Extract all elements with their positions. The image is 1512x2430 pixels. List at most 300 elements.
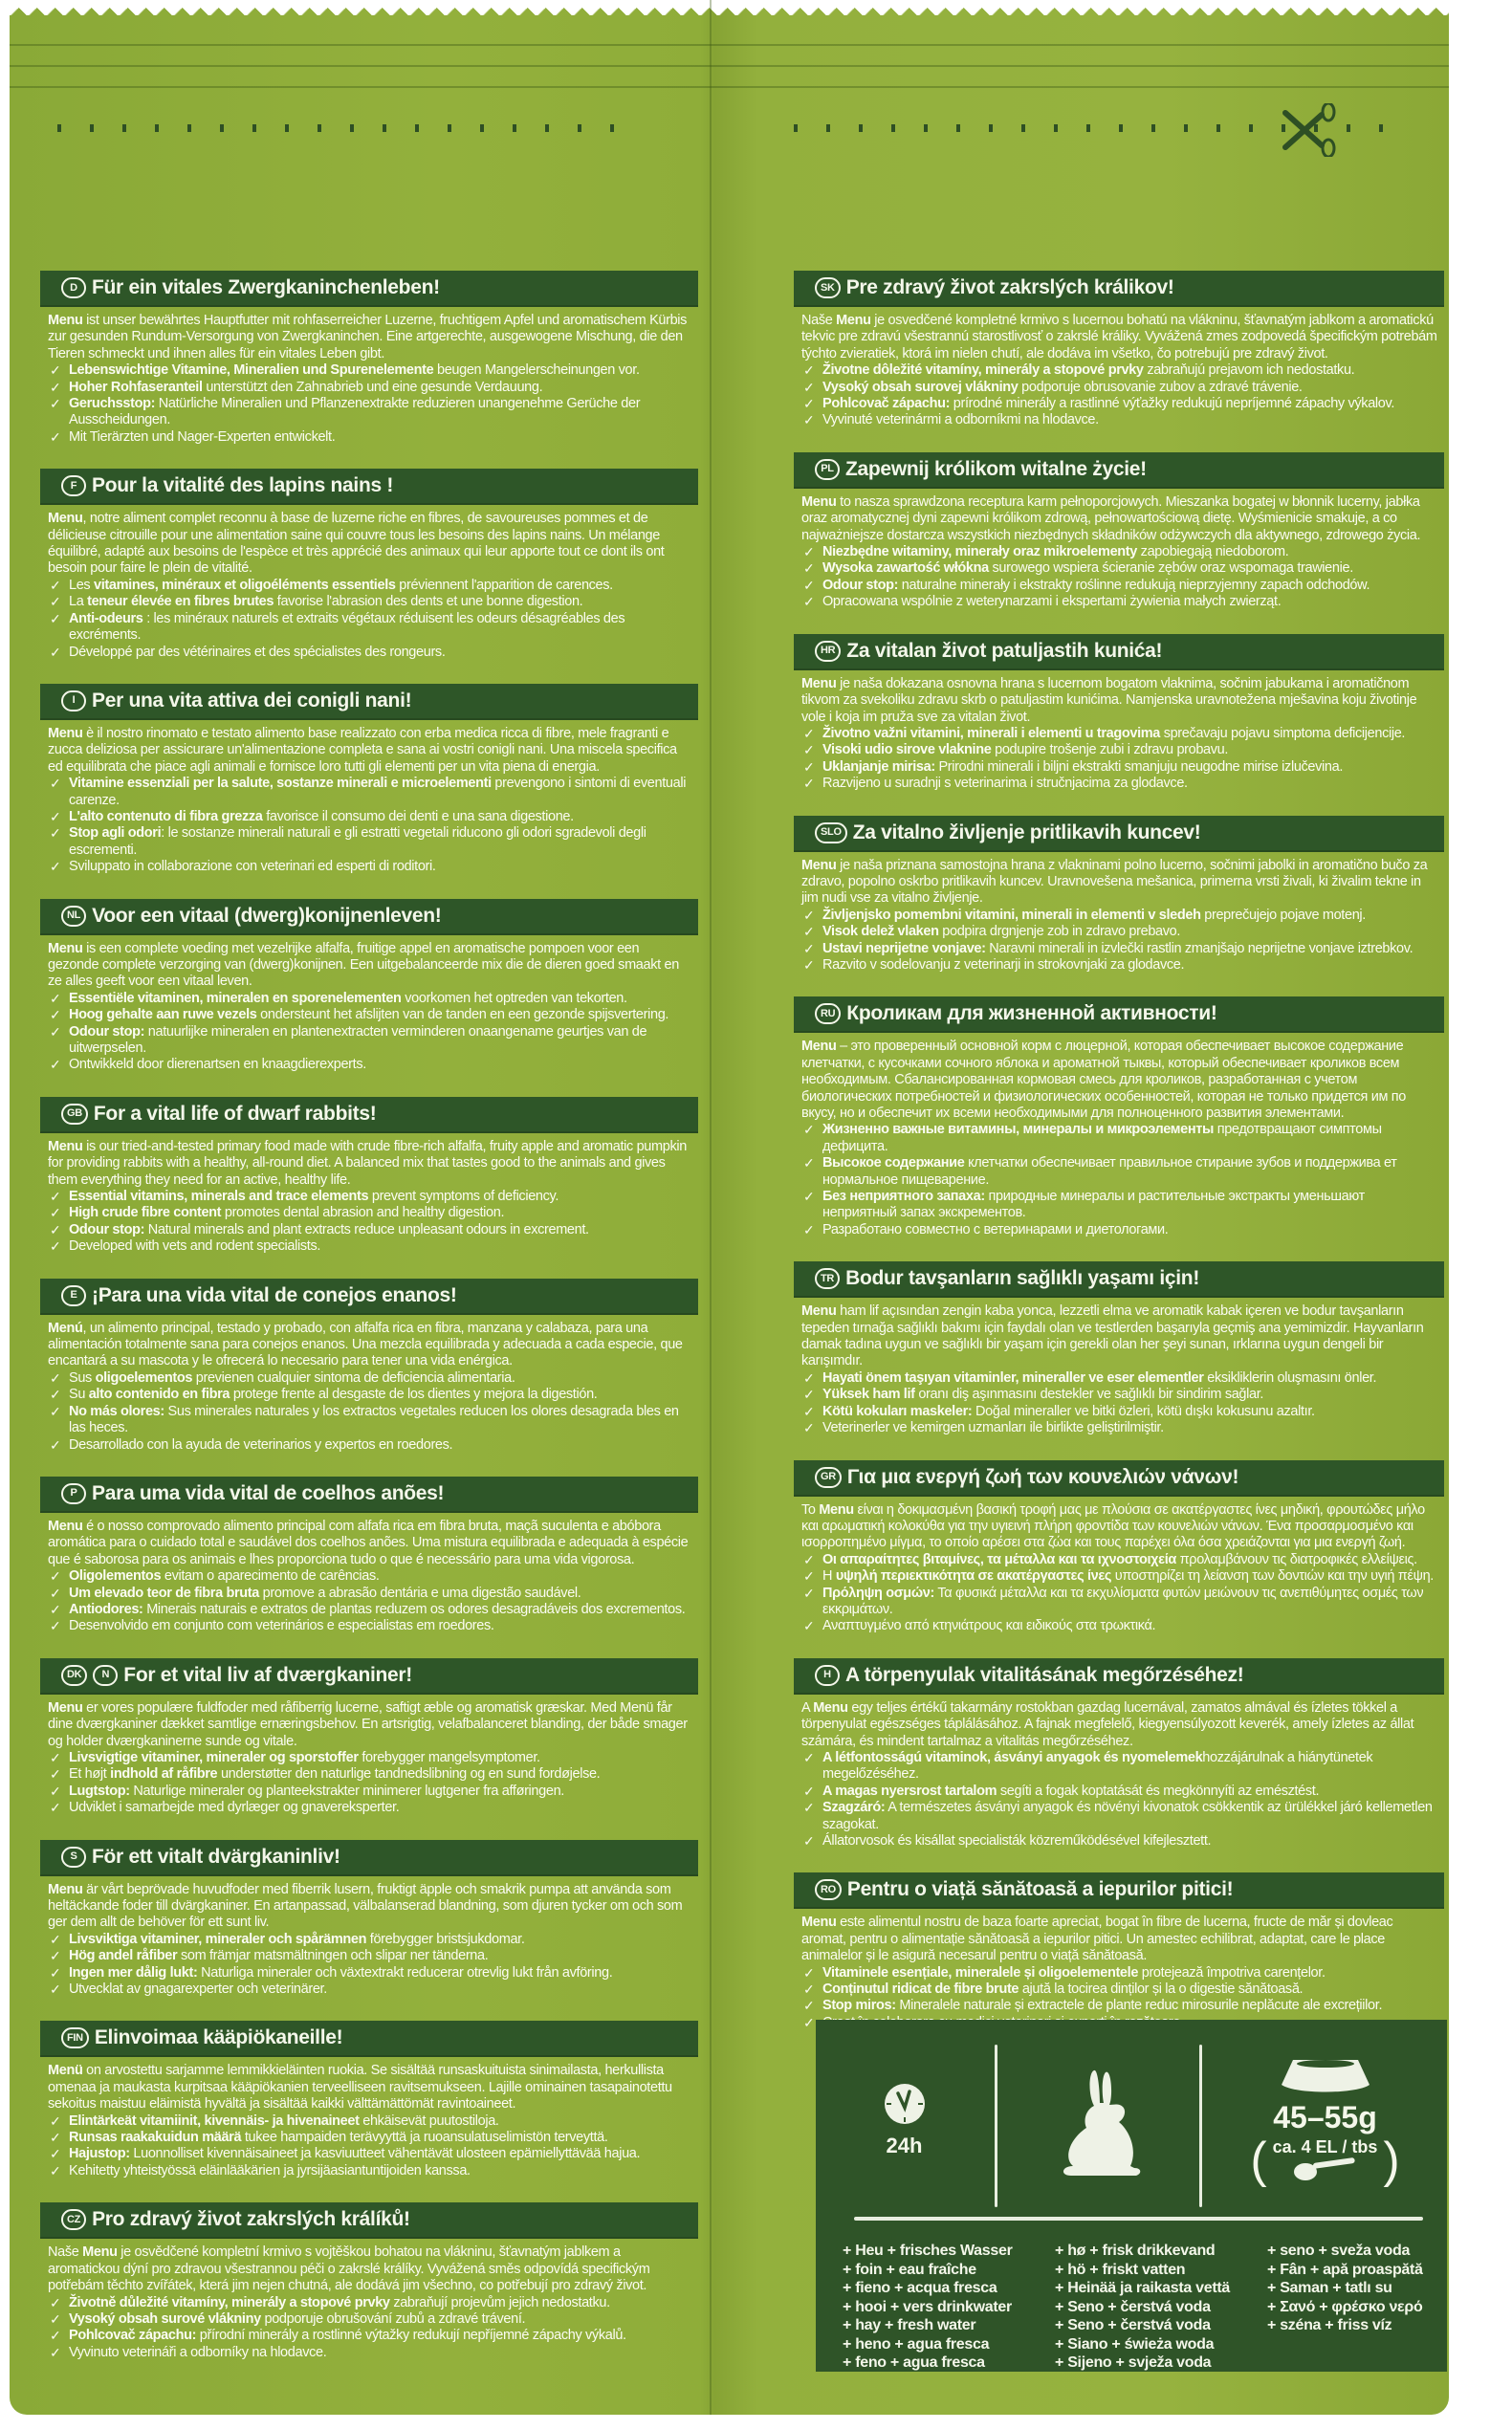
- section-title: Bodur tavşanların sağlıklı yaşamı için!: [845, 1267, 1200, 1290]
- brand-name: Menu: [48, 511, 83, 527]
- benefit-text: Mit Tierärzten und Nager-Experten entwickelt.: [69, 428, 336, 445]
- intro-paragraph: [801, 1915, 1438, 1964]
- supplement-item: + hö + friskt vatten: [1055, 2261, 1186, 2278]
- cut-dash: [1054, 124, 1058, 132]
- cut-dash: [610, 124, 614, 132]
- intro-paragraph: [48, 2244, 692, 2294]
- benefit-item: [48, 1387, 692, 1403]
- section-title: Zapewnij królikom witalne życie!: [845, 457, 1147, 480]
- benefit-highlight: Stop miros:: [822, 1998, 896, 2014]
- benefit-item: [801, 1420, 1438, 1436]
- benefit-list: [48, 991, 692, 1074]
- cut-dash: [1119, 124, 1123, 132]
- benefit-text: Naturlige mineraler og planteekstrakter minimerer lugtgener fra afføringen.: [129, 1783, 564, 1799]
- benefit-item: [48, 1007, 692, 1023]
- section-body: [40, 1513, 698, 1635]
- benefit-item: [48, 2146, 692, 2162]
- intro-paragraph: [801, 1039, 1438, 1122]
- benefit-text: naturalne minerały i ekstrakty roślinne redukują nieprzyjemny zapach odchodów.: [898, 577, 1370, 593]
- benefit-highlight: Ustavi neprijetne vonjave:: [822, 940, 986, 956]
- country-code-badge: SLO: [815, 822, 847, 843]
- brand-name: Menü: [48, 2063, 83, 2079]
- benefit-text: som främjar matsmältningen och slipar ner tänderna.: [177, 1948, 489, 1964]
- benefit-list: [48, 1189, 692, 1256]
- benefit-list: [801, 908, 1438, 974]
- benefit-highlight: Elintärkeät vitamiinit, kivennäis- ja hivenaineet: [69, 2113, 360, 2129]
- benefit-text: : le sostanze minerali naturali e gli estratti vegetali riducono gli odori sgradevoli degli escrementi.: [69, 825, 646, 858]
- intro-paragraph: [48, 511, 692, 578]
- benefit-text: ajută la tocirea dinților și la o digestie sănătoasă.: [1019, 1981, 1304, 1998]
- benefit-item: [801, 396, 1438, 412]
- language-section: [794, 996, 1444, 1238]
- feeding-amount: 45–55g: [1273, 2099, 1377, 2134]
- benefit-highlight: oligoelementos: [95, 1369, 193, 1386]
- benefit-text: natuurlijke mineralen en plantenextracten verminderen onaangename geurtjes van de uitwerpselen.: [69, 1023, 647, 1056]
- cut-dash: [415, 124, 419, 132]
- intro-prefix: Naše: [801, 313, 837, 328]
- benefit-item: [801, 1189, 1438, 1222]
- brand-name: Menu: [48, 1138, 83, 1154]
- benefit-text: promotes dental abrasion and healthy digestion.: [221, 1205, 505, 1221]
- benefit-item: [48, 1602, 692, 1618]
- divider: [1199, 2045, 1202, 2207]
- section-title: Para uma vida vital de coelhos anões!: [92, 1481, 445, 1504]
- section-body: [794, 489, 1444, 611]
- brand-name: Menu: [819, 1501, 854, 1518]
- benefit-item: [801, 1981, 1438, 1998]
- language-section: [40, 271, 698, 446]
- benefit-item: [48, 1370, 692, 1387]
- benefit-item: [801, 1370, 1438, 1387]
- benefit-item: [48, 1965, 692, 1981]
- benefit-item: [48, 645, 692, 661]
- intro-text: ham lif açısından zengin kaba yonca, lezzetli elma ve aromatik kabak içeren ve bodur tavşanların tepeden tırnağa sağlıklı bakımı için faydalı olan ve testlerden başarıyla geçmiş ana yemimizdir. Hayvanların damak tadına uygun ve sağlıklı bir yaşam için gerekli olan her şeyi sunan, ırklarına uygun dengeli bir karışımdır.: [801, 1303, 1424, 1369]
- benefit-text: protejează împotriva carențelor.: [1138, 1964, 1326, 1981]
- benefit-highlight: A magas nyersrost tartalom: [822, 1783, 997, 1799]
- benefit-list: [48, 1370, 692, 1454]
- supplement-item: + feno + agua fresca: [843, 2354, 985, 2371]
- cut-line-left: [57, 124, 614, 132]
- cut-dash: [220, 124, 224, 132]
- section-header: [794, 452, 1444, 489]
- section-header: [794, 1658, 1444, 1695]
- country-code-badge: I: [61, 690, 86, 711]
- supplement-item: + Seno + čerstvá voda: [1055, 2298, 1211, 2315]
- benefit-item: [48, 2311, 692, 2328]
- benefit-item: [48, 611, 692, 645]
- benefit-item: [801, 776, 1438, 792]
- supplement-item: + Σανό + φρέσκο νερό: [1267, 2298, 1423, 2315]
- benefit-text: Minerais naturais e extratos de plantas reduzem os odores desagradáveis dos excrementos.: [142, 1601, 686, 1617]
- cut-dash: [1347, 124, 1350, 132]
- benefit-highlight: L'alto contenuto di fibra grezza: [69, 808, 263, 824]
- benefit-highlight: Anti-odeurs: [69, 610, 143, 626]
- intro-text: je osvědčené kompletní krmivo s vojtěškou bohatou na vlákninu, šťavnatým jablkem a aromatickou dýní pro zdravou všestrannou péči o zakrslé králíky. Vyvážená směs odpovídá specifickým potřebám těchto zvířátek, která jim nejen chutná, ale dodává jim všechno, co potřebují pro zdravý život.: [48, 2244, 650, 2294]
- benefit-text: přírodní minerály a rostlinné výtažky redukují nepříjemné zápachy výkalů.: [196, 2328, 626, 2344]
- cut-dash: [350, 124, 354, 132]
- language-section: [794, 816, 1444, 974]
- intro-paragraph: [801, 1700, 1438, 1750]
- benefit-text: zabraňují projevům jejich nedostatku.: [389, 2294, 610, 2310]
- language-section: [794, 271, 1444, 429]
- benefit-item: [48, 2163, 692, 2179]
- country-code-badge: HR: [815, 641, 841, 662]
- intro-paragraph: [48, 2063, 692, 2113]
- benefit-list: [801, 726, 1438, 793]
- benefit-text: beugen Mangelerscheinungen vor.: [433, 362, 640, 379]
- intro-text: je osvedčené kompletné krmivo s lucernou bohatú na vlákninu, šťavnatým jablkom a aromatickú tekvic pre zdravú všestrannú starostlivosť o zakrslé králiky. Vyvážená zmes zodpovedá špecifickým potrebám týchto zvieratiek, ktorá im nielen chutí, ale dodáva im všetko, čo potrebujú pre zdravý život.: [801, 313, 1437, 361]
- section-header: [794, 1261, 1444, 1298]
- benefit-text: ehkäisevät puutostiloja.: [359, 2113, 499, 2129]
- language-section: [40, 1477, 698, 1635]
- rabbit-icon: [1050, 2063, 1146, 2178]
- benefit-text: Opracowana wspólnie z weterynarzami i ekspertami żywienia małych zwierząt.: [822, 594, 1282, 610]
- benefit-text: предотвращают симптомы дефицита.: [822, 1122, 1382, 1154]
- section-title: Pro zdravý život zakrslých králíků!: [92, 2208, 410, 2231]
- supplement-item: + fieno + acqua fresca: [843, 2280, 997, 2296]
- language-section: [40, 2021, 698, 2179]
- benefit-text: Разработано совместно с ветеринарами и диетологами.: [822, 1221, 1169, 1237]
- cut-dash: [252, 124, 256, 132]
- language-section: [40, 1658, 698, 1817]
- benefit-text: Natural minerals and plant extracts reduce unpleasant odours in excrement.: [144, 1221, 589, 1237]
- benefit-item: [801, 941, 1438, 957]
- feeding-guide: 24h 45–55g ( ca. 4 EL / tbs ) + Heu + frisches Wasser + foin + eau fraîche + fieno + acqua fresca + hooi + vers drinkwater + hay + fresh water + heno + agua fresca + feno + agua fresca + hø + frisk drikkevand + hö + friskt vatten + Heinää ja raikasta vettä + Seno + čerstvá voda + Seno + čerstvá voda + Siano + świeża woda + Sijeno + svježa voda + seno + sveža voda + Fân + apă proaspătă + Saman + tatlı su + Σανό + φρέσκο νερό + széna + friss víz: [816, 2020, 1447, 2372]
- cut-dash: [383, 124, 386, 132]
- benefit-highlight: Stop agli odori: [69, 825, 162, 842]
- benefit-item: [48, 2345, 692, 2361]
- cut-dash: [1216, 124, 1220, 132]
- intro-paragraph: [48, 1700, 692, 1750]
- benefit-text: Τα φυσικά μέταλλα και τα εκχυλίσματα φυτών μειώνουν τις ανεπιθύμητες οσμές των εκκριμάτων.: [822, 1585, 1424, 1617]
- benefit-item: [48, 1948, 692, 1964]
- benefit-item: [48, 1766, 692, 1783]
- benefit-list: [801, 544, 1438, 611]
- brand-name: Menu: [801, 675, 837, 691]
- country-code-badge: F: [61, 475, 86, 496]
- benefit-item: [48, 1618, 692, 1634]
- brand-name: Menu: [48, 1699, 83, 1716]
- intro-text: este alimentul nostru de baza foarte apreciat, bogat în fibre de lucerna, fructe de măr și dovleac aromat, pentru o alimentație sănătoasă a iepurilor pitici. Un amestec echilibrat, adaptat, care le place animalelor și le asigură necesarul pentru o viață sănătoasă.: [801, 1915, 1393, 1964]
- cut-dash: [1184, 124, 1188, 132]
- intro-text: je naša dokazana osnovna hrana s lucernom bogatom vlaknima, sočnim jabukama i aromatičnom tikvom za svekoliku zdravu skrb o patuljastim kunićima. Namjenska uravnotežena mješavina koju životinje vole i koja im pruža sve za vitalan život.: [801, 675, 1417, 725]
- section-body: [40, 1315, 698, 1454]
- intro-paragraph: [48, 726, 692, 776]
- benefit-highlight: High crude fibre content: [69, 1205, 222, 1221]
- country-code-badge: TR: [815, 1268, 840, 1289]
- benefit-item: [801, 1552, 1438, 1568]
- section-title: Кроликам для жизненной активности!: [846, 1002, 1217, 1025]
- benefit-text: favorisce il consumo dei denti e una sana digestione.: [262, 808, 574, 824]
- intro-text: , un alimento principal, testado y probado, con alfalfa rica en fibra, manzana y calabaza, para una alimentación totalmente sana para conejos enanos. Una mezcla equilibrada y adecuada a cada especie, que encantará a su mascota y le ofrecerá lo necesario para tener una vida enérgica.: [48, 1320, 683, 1369]
- benefit-highlight: A létfontosságú vitaminok, ásványi anyagok és nyomelemek: [822, 1749, 1203, 1765]
- benefit-text: prevengono i sintomi di eventuali carenze.: [69, 776, 687, 808]
- benefit-highlight: Hög andel råfiber: [69, 1948, 178, 1964]
- benefit-text: La: [69, 594, 88, 610]
- benefit-highlight: Hayati önem taşıyan vitaminler, mineraller ve eser elementler: [822, 1369, 1204, 1386]
- intro-text: är vårt beprövade huvudfoder med fiberrik lusern, fruktigt äpple och smakrik pumpa att använda som heltäckande foder till dvärgkaniner. En artanpassad, välbalanserad blandning, som djuren tycker om och som ger dem allt de behöver för ett sunt liv.: [48, 1881, 683, 1931]
- supplement-item: + Fân + apă proaspătă: [1267, 2261, 1423, 2278]
- intro-paragraph: [48, 1321, 692, 1370]
- benefit-item: [801, 1404, 1438, 1420]
- benefit-highlight: Visoki udio sirove vlaknine: [822, 742, 992, 758]
- supplement-lists: [843, 2242, 1479, 2373]
- language-section: [40, 1840, 698, 1999]
- intro-paragraph: [48, 941, 692, 991]
- benefit-list: [801, 1750, 1438, 1850]
- supplement-item: + Siano + świeża woda: [1055, 2335, 1215, 2353]
- cut-dash: [578, 124, 581, 132]
- benefit-list: [48, 578, 692, 661]
- section-header: [40, 684, 698, 720]
- intro-text: er vores populære fuldfoder med råfiberrig lucerne, saftigt æble og aromatisk græskar. Med Menü får dine dværgkaniner dækket samtlige ernæringsbehov. En artsrigtig, velafbalanceret blanding, der både smager og holder dværgkaninerne sunde og vitale.: [48, 1699, 688, 1749]
- benefit-text: forebygger mangelsymptomer.: [358, 1749, 540, 1765]
- benefit-item: [48, 1189, 692, 1205]
- cut-dash: [480, 124, 484, 132]
- section-body: [40, 1133, 698, 1256]
- benefit-item: [48, 1404, 692, 1437]
- benefit-highlight: Lugtstop:: [69, 1783, 130, 1799]
- cut-dash: [155, 124, 159, 132]
- intro-paragraph: [801, 1502, 1438, 1552]
- section-body: [794, 852, 1444, 974]
- benefit-item: [801, 1122, 1438, 1155]
- country-code-badge: CZ: [61, 2209, 86, 2230]
- brand-name: Menu: [48, 1518, 83, 1534]
- benefit-text: Mineralele naturale și extractele de plante reduc mirosurile neplăcute ale excrețiilor.: [895, 1998, 1383, 2014]
- section-body: [40, 2239, 698, 2361]
- spoon-note: ca. 4 EL / tbs: [1272, 2137, 1378, 2156]
- benefit-text: Utvecklat av gnagarexperter och veterinärer.: [69, 1981, 327, 1998]
- benefit-highlight: Antiodores:: [69, 1601, 143, 1617]
- benefit-item: [48, 594, 692, 610]
- section-body: [40, 720, 698, 876]
- section-title: ¡Para una vida vital de conejos enanos!: [92, 1283, 457, 1306]
- supplement-item: + Sijeno + svježa voda: [1055, 2354, 1212, 2371]
- benefit-item: [801, 560, 1438, 577]
- supplement-item: + foin + eau fraîche: [843, 2261, 976, 2278]
- benefit-item: [48, 1057, 692, 1073]
- section-header: [794, 816, 1444, 852]
- intro-paragraph: [48, 1882, 692, 1932]
- cut-dash: [956, 124, 960, 132]
- intro-prefix: Το: [801, 1501, 820, 1518]
- benefit-item: [801, 1800, 1438, 1833]
- seal-ridges: [10, 36, 1449, 99]
- country-code-badge: S: [61, 1847, 86, 1868]
- benefit-highlight: Uklanjanje mirisa:: [822, 758, 935, 775]
- benefit-text: Kehitetty yhteistyössä eläinlääkärien ja jyrsijäasiantuntijoiden kanssa.: [69, 2162, 471, 2178]
- benefit-item: [48, 2295, 692, 2311]
- benefit-text: podporuje obrušování zubů a zdravé trávení.: [260, 2310, 526, 2327]
- benefit-item: [48, 809, 692, 825]
- language-section: [40, 1279, 698, 1454]
- benefit-text: Sus minerales naturales y los extractos vegetales reducen los olores desagrada bles en las heces.: [69, 1403, 679, 1436]
- intro-paragraph: [801, 494, 1438, 544]
- benefit-text: Luonnolliset kivennäisaineet ja kasviuutteet vähentävät ulosteen epämiellyttävää hajua.: [129, 2146, 641, 2162]
- benefit-item: [48, 991, 692, 1007]
- intro-text: to nasza sprawdzona receptura karm pełnoporcjowych. Mieszanka bogatej w błonnik lucerny, jabłka oraz aromatycznej dyni zapewni królikom zdrową, pełnowartościową dietę. Wyśmienicie smakuje, a co najważniejsze dostarcza wszystkich niezbędnych składników odżywczych dla aktywnego, zdrowego życia.: [801, 493, 1421, 543]
- benefit-highlight: Odour stop:: [69, 1023, 145, 1040]
- intro-text: is our tried-and-tested primary food made with crude fibre-rich alfalfa, fruity apple and aromatic pumpkin for providing rabbits with a healthy, all-round diet. A balanced mix that tastes good to the animals and gives them everything they need for an active, healthy life.: [48, 1138, 687, 1188]
- country-code-badge: RO: [815, 1879, 842, 1900]
- intro-text: is een complete voeding met vezelrijke alfalfa, fruitige appel en aromatische pompoen voor een gezonde complete verzorging van (dwerg)konijnen. Een uitgebalanceerde mix die de dieren goed smaakt en ze alles geeft voor een vitaal leven.: [48, 940, 679, 990]
- section-header: [40, 469, 698, 505]
- benefit-text: promove a abrasão dentária e uma digestão saudável.: [259, 1585, 581, 1601]
- language-section: [40, 1097, 698, 1256]
- benefit-list: [48, 362, 692, 446]
- benefit-item: [801, 544, 1438, 560]
- benefit-text: ondersteunt het afslijten van de tanden en een gezonde spijsvertering.: [256, 1007, 669, 1023]
- benefit-highlight: Geruchsstop:: [69, 396, 156, 412]
- intro-paragraph: [48, 313, 692, 362]
- benefit-list: [801, 1122, 1438, 1238]
- benefit-text: природные минералы и растительные экстракты уменьшают неприятный запах экскрементов.: [822, 1189, 1365, 1221]
- section-header: [40, 2021, 698, 2057]
- section-title: Για μια ενεργή ζωή των κουνελιών νάνων!: [846, 1465, 1239, 1488]
- benefit-text: zapobiegają niedoborom.: [1136, 544, 1289, 560]
- section-body: [40, 2057, 698, 2179]
- benefit-highlight: Жизненно важные витамины, минералы и микроэлементы: [822, 1122, 1215, 1138]
- benefit-text: Su: [69, 1387, 89, 1403]
- country-code-badge: GR: [815, 1467, 842, 1488]
- benefit-text: Desenvolvido em conjunto com veterinários e especialistas em roedores.: [69, 1618, 494, 1634]
- section-header: [40, 899, 698, 935]
- benefit-list: [48, 2113, 692, 2180]
- section-body: [794, 1695, 1444, 1850]
- intro-paragraph: [48, 1139, 692, 1189]
- benefit-text: understøtter den naturlige tandnedslibning og en sund fordøjelse.: [217, 1766, 601, 1783]
- cut-dash: [122, 124, 126, 132]
- section-title: Für ein vitales Zwergkaninchenleben!: [92, 276, 440, 298]
- intro-text: egy teljes értékű takarmány rostokban gazdag lucernával, zamatos almával és ízletes tökkel a törpenyulat egészséges táplálásához. A fajnak megfelelő, kiegyensúlyozott keverék, amely ízletes az állat számára, és mindent tartalmaz a vitalitás megőrzéséhez.: [801, 1699, 1414, 1749]
- brand-name: Menu: [801, 1915, 837, 1931]
- benefit-item: [48, 1586, 692, 1602]
- benefit-list: [48, 1932, 692, 1999]
- benefit-text: Naturliga mineraler och växtextrakt reducerar otrevlig lukt från avföring.: [197, 1964, 613, 1981]
- benefit-highlight: Essentiële vitaminen, mineralen en sporenelementen: [69, 990, 402, 1006]
- benefit-text: Et højt: [69, 1766, 111, 1783]
- benefit-text: Razvijeno u suradnji s veterinarima i stručnjacima za glodavce.: [822, 776, 1188, 792]
- section-header: [40, 1097, 698, 1133]
- intro-paragraph: [801, 858, 1438, 908]
- section-body: [794, 1909, 1444, 2031]
- benefit-item: [48, 1932, 692, 1948]
- cut-dash: [513, 124, 516, 132]
- center-seam: [710, 0, 712, 2415]
- benefit-text: prírodné minerály a rastlinné výťažky redukujú nepríjemné zápachy výkalov.: [950, 396, 1395, 412]
- benefit-list: [801, 1370, 1438, 1437]
- benefit-item: [801, 924, 1438, 940]
- benefit-item: [801, 578, 1438, 594]
- section-title: For et vital liv af dværgkaniner!: [123, 1663, 412, 1686]
- benefit-highlight: υψηλή περιεκτικότητα σε ακατέργαστες ίνες: [835, 1568, 1112, 1585]
- intro-paragraph: [801, 676, 1438, 726]
- benefit-text: prevent symptoms of deficiency.: [368, 1189, 559, 1205]
- benefit-text: Developed with vets and rodent specialists.: [69, 1238, 321, 1255]
- intro-paragraph: [48, 1519, 692, 1568]
- benefit-highlight: Livsviktiga vitaminer, mineraler och spårämnen: [69, 1931, 367, 1947]
- benefit-item: [48, 2113, 692, 2130]
- benefit-item: [48, 578, 692, 594]
- benefit-text: Doğal mineraller ve bitki özleri, kötü dışkı kokusunu azaltır.: [972, 1403, 1315, 1419]
- benefit-list: [48, 1568, 692, 1635]
- benefit-item: [48, 1568, 692, 1585]
- benefit-highlight: Ingen mer dålig lukt:: [69, 1964, 198, 1981]
- intro-prefix: Naše: [48, 2244, 83, 2261]
- section-title: Pour la vitalité des lapins nains !: [92, 474, 394, 497]
- cut-dash: [989, 124, 993, 132]
- brand-name: Menu: [801, 493, 837, 510]
- language-section: [40, 2202, 698, 2361]
- benefit-text: Natürliche Mineralien und Pflanzenextrakte reduzieren unangenehme Gerüche der Ausscheidungen.: [69, 396, 641, 428]
- benefit-item: [48, 429, 692, 446]
- section-body: [40, 1876, 698, 1999]
- language-section: [794, 1658, 1444, 1850]
- section-header: [794, 634, 1444, 670]
- intro-paragraph: [801, 313, 1438, 362]
- country-code-badge: RU: [815, 1003, 841, 1024]
- benefit-text: surowego wspiera ścieranie zębów oraz wspomaga trawienie.: [988, 560, 1353, 577]
- supplement-item: + Seno + čerstvá voda: [1055, 2317, 1211, 2333]
- benefit-item: [801, 726, 1438, 742]
- brand-name: Menu: [48, 725, 83, 741]
- language-section: [794, 1872, 1444, 2031]
- benefit-item: [801, 1586, 1438, 1619]
- supplement-item: + hø + frisk drikkevand: [1055, 2243, 1216, 2259]
- benefit-highlight: Πρόληψη οσμών:: [822, 1585, 934, 1601]
- benefit-highlight: Odour stop:: [822, 577, 899, 593]
- intro-text: ist unser bewährtes Hauptfutter mit rohfaserreicher Luzerne, fruchtigem Apfel und aromatischem Kürbis zur gesunden Rundum-Versorgung von Zwergkaninchen. Eine artgerechte, ausgewogene Mischung, die den Tieren schmeckt und ihnen alles für ein vitales Leben gibt.: [48, 313, 688, 361]
- benefit-highlight: Hoher Rohfaseranteil: [69, 379, 203, 395]
- section-body: [40, 935, 698, 1074]
- benefit-text: preprečujejo pojave motenj.: [1200, 907, 1366, 923]
- country-code-badge: SK: [815, 277, 841, 298]
- benefit-item: [801, 742, 1438, 758]
- language-section: [794, 1261, 1444, 1436]
- supplement-item: + Saman + tatlı su: [1267, 2280, 1392, 2296]
- benefit-highlight: Οι απαραίτητες βιταμίνες, τα μέταλλα και τα ιχνοστοιχεία: [822, 1551, 1176, 1567]
- benefit-text: evitam o aparecimento de carências.: [161, 1568, 380, 1585]
- brand-name: Menu: [801, 857, 837, 873]
- benefit-text: клетчатки обеспечивает правильное стирание зубов и поддержива ет нормальное пищеварение.: [822, 1155, 1397, 1188]
- supplement-item: + hay + fresh water: [843, 2317, 976, 2333]
- benefit-highlight: Lebenswichtige Vitamine, Mineralien und Spurenelemente: [69, 362, 434, 379]
- supplement-item: + heno + agua fresca: [843, 2335, 990, 2353]
- benefit-highlight: Visok delež vlaken: [822, 924, 939, 940]
- benefit-highlight: Pohlcovač zápachu:: [69, 2328, 197, 2344]
- scissors-icon: [1282, 103, 1339, 157]
- benefit-highlight: Hajustop:: [69, 2146, 130, 2162]
- cut-dash: [859, 124, 863, 132]
- section-body: [40, 505, 698, 661]
- brand-name: Menu: [836, 313, 871, 328]
- country-code-badge: N: [93, 1665, 118, 1686]
- benefit-highlight: Livsvigtige vitaminer, mineraler og sporstoffer: [69, 1749, 359, 1765]
- feeding-period: 24h: [886, 2134, 923, 2157]
- intro-text: είναι η δοκιμασμένη βασική τροφή μας με πλούσια σε ακατέργαστες ίνες μηδική, φρουτώδες μήλο και αρωματική κολοκύθα για την υγιεινή πλήρη φροντίδα των κουνελιών νάνων. Ένα προσαρμοσμένο και ισορροπημένο μίγμα, το οποίο αρέσει στα ζώα και τους παρέχει όλα όσα χρειάζονται για μια ενεργή ζωή.: [801, 1501, 1425, 1551]
- supplement-item: + Heu + frisches Wasser: [843, 2243, 1013, 2259]
- benefit-item: [801, 1618, 1438, 1634]
- benefit-text: A természetes ásványi anyagok és növényi kivonatok csökkentik az ürülékkel járó kellemetlen szagokat.: [822, 1800, 1433, 1832]
- supplement-column: [1055, 2242, 1267, 2373]
- benefit-text: Állatorvosok és kisállat specialisták közreműködésével kifejlesztett.: [822, 1833, 1212, 1849]
- section-header: [794, 1460, 1444, 1497]
- benefit-item: [801, 594, 1438, 610]
- benefit-text: υποστηρίζει τη λείανση των δοντιών και την υγιή πέψη.: [1111, 1568, 1434, 1585]
- language-section: [40, 469, 698, 661]
- benefit-highlight: Vysoký obsah surovej vlákniny: [822, 379, 1019, 395]
